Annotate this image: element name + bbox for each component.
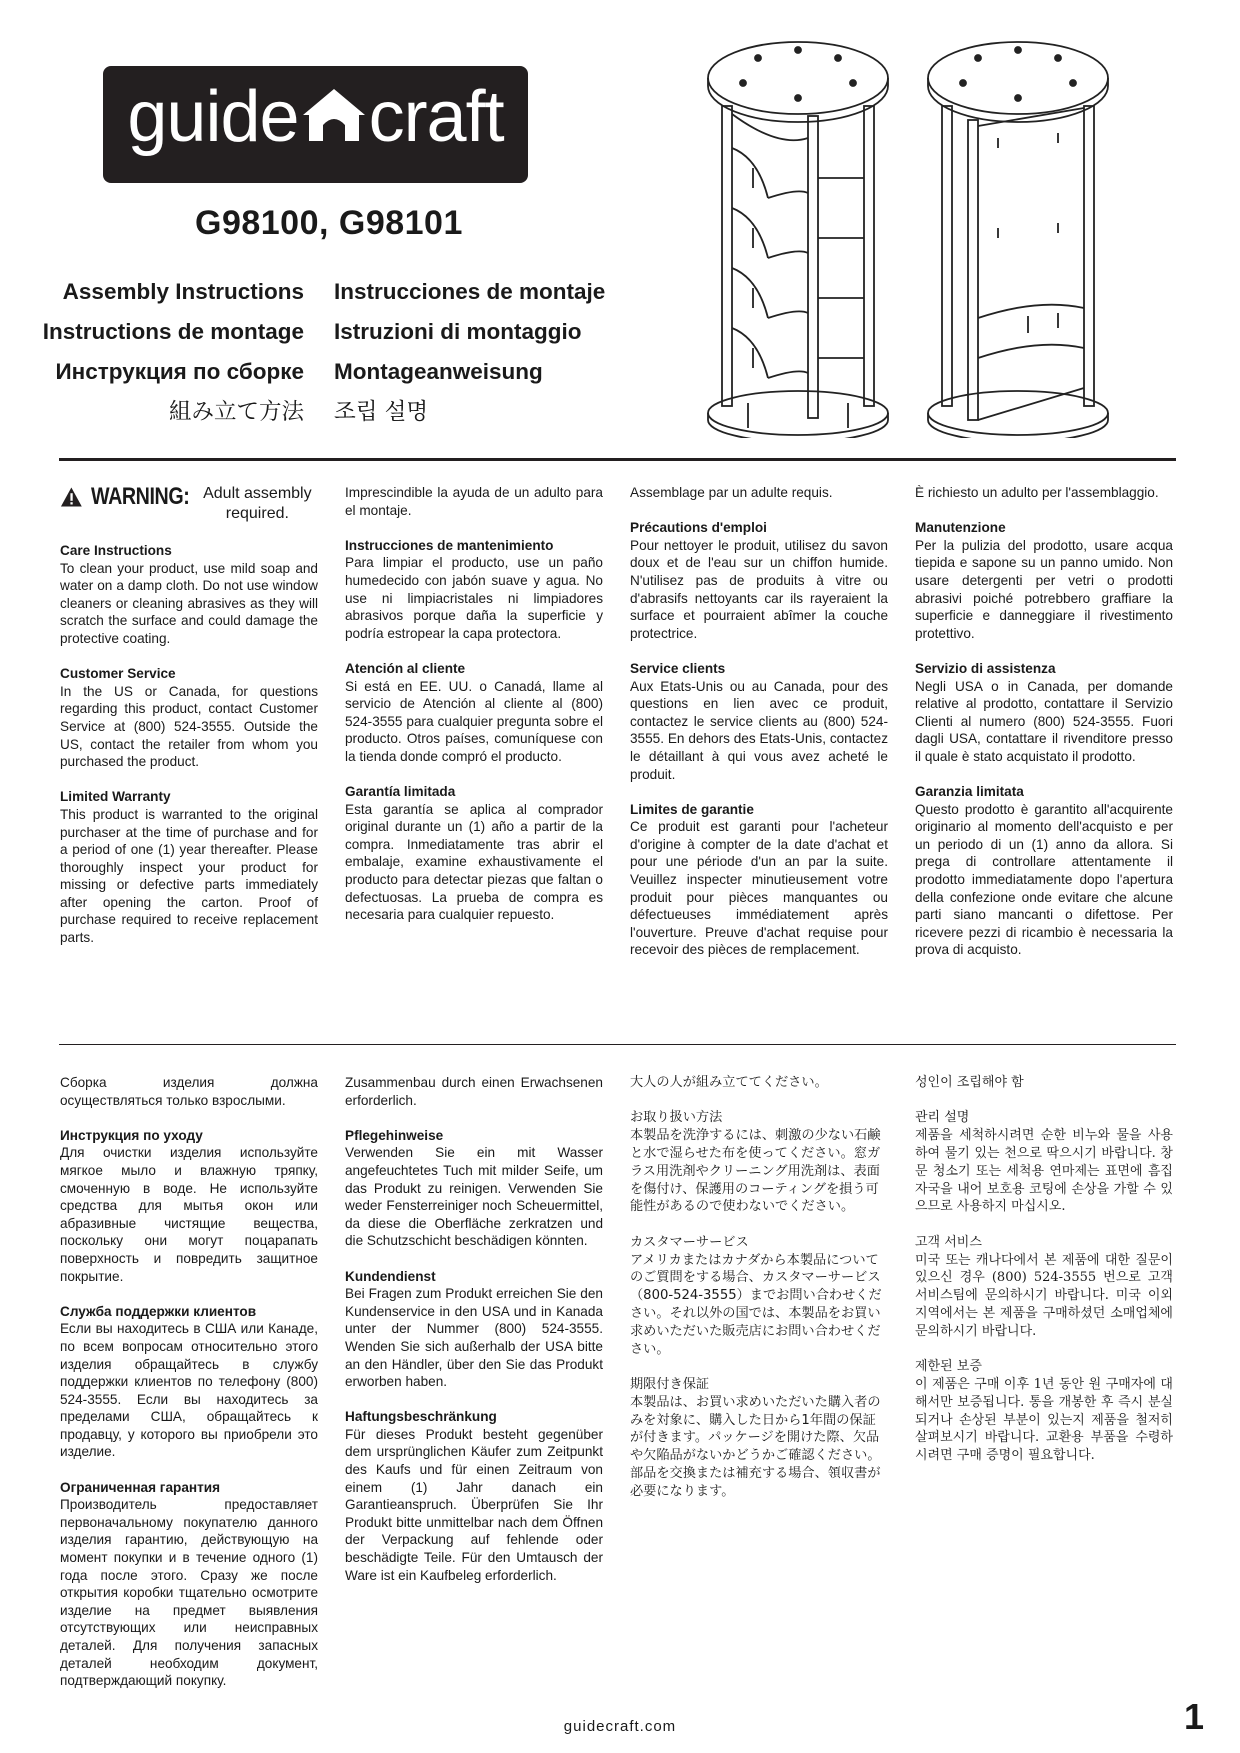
- cabinet-front-view: [708, 42, 888, 438]
- service-heading: Servizio di assistenza: [915, 660, 1056, 676]
- title-ko: 조립 설명: [334, 399, 429, 425]
- care-text: Per la pulizia del prodotto, usare acqua tiepida e sapone su un panno umido. Non usare detergenti per vetri o prodotti abrasivi poiché potrebbero graffiare la superficie e danneggiare il rivestimento protettivo.: [915, 537, 1173, 641]
- warranty-heading: Haftungsbeschränkung: [345, 1409, 497, 1425]
- cabinet-back-view: [928, 42, 1108, 438]
- care-heading: Care Instructions: [60, 543, 172, 558]
- care-text: To clean your product, use mild soap and water on a damp cloth. Do not use window cleaners or cleaning abrasives as they will scratch the surface and could damage the protective coating.: [60, 560, 318, 646]
- care-heading: 관리 설명: [915, 1110, 970, 1126]
- middle-divider: [59, 1044, 1176, 1045]
- title-en: Assembly Instructions: [62, 279, 304, 304]
- title-fr: Instructions de montage: [42, 319, 304, 344]
- service-heading: Служба поддержки клиентов: [60, 1303, 257, 1319]
- section-spanish: [345, 484, 603, 941]
- section-italian: [915, 484, 1173, 977]
- warranty-heading: Ограниченная гарантия: [60, 1479, 221, 1495]
- care-text: Para limpiar el producto, use un paño humedecido con jabón suave y agua. No use ni limpiacristales ni limpiadores abrasivos porque daña la superficie y podría estropear la capa protectora.: [345, 555, 603, 641]
- house-icon: [301, 85, 367, 145]
- warranty-heading: Limited Warranty: [60, 789, 171, 805]
- care-heading: Инструкция по уходу: [60, 1127, 203, 1143]
- warranty-text: Ce produit est garanti pour l'acheteur d'origine à compter de la date d'achat et pour une période d'un an par la suite. Veuillez inspecter minutieusement votre produit pour pièces manquantes ou défectueuses immédiatement après l'ouverture. Preuve d'achat requise pour recevoir des pièces de remplacement.: [630, 819, 888, 958]
- warranty-text: 이 제품은 구매 이후 1년 동안 원 구매자에 대해서만 보증됩니다. 통을 개봉한 후 즉시 분실되거나 손상된 부분이 있는지 제품을 철저히 살펴보시기 바랍니다. 교환용 부품을 수령하시려면 구매 증명이 필요합니다.: [915, 1376, 1173, 1464]
- warranty-heading: 제한된 보증: [915, 1359, 982, 1375]
- warranty-text: This product is warranted to the original purchaser at the time of purchase and for a period of one (1) year thereafter. Please thoroughly inspect your product for missing or defective parts immediately after opening the carton. Proof of purchase required to receive replacement parts.: [60, 806, 318, 946]
- logo-text-guide: guide: [127, 77, 299, 157]
- footer-url: guidecraft.com: [563, 1718, 677, 1735]
- top-divider: [59, 458, 1176, 461]
- titles-left-column: [43, 275, 304, 435]
- warranty-heading: Garanzia limitata: [915, 784, 1024, 800]
- section-japanese: [630, 1074, 888, 1518]
- section-german: [345, 1074, 603, 1602]
- care-text: Для очистки изделия используйте мягкое мыло и влажную тряпку, смоченную в воде. Не используйте средства для мытья окон или абразивные чистящие вещества, поскольку они могут поцарапать поверхность и повредить защитное покрытие.: [60, 1145, 318, 1284]
- warning-text: Assemblage par un adulte requis.: [630, 485, 833, 500]
- service-text: Если вы находитесь в США или Канаде, по всем вопросам относительно этого изделия обращайтесь в службу поддержки клиентов по телефону (800) 524-3555. Если вы находитесь за пределами США, обращайтесь к продавцу, у которого вы приобрели это изделие.: [60, 1321, 318, 1460]
- care-heading: Manutenzione: [915, 520, 1006, 536]
- title-ru: Инструкция по сборке: [55, 359, 304, 384]
- service-text: In the US or Canada, for questions regarding this product, contact Customer Service at (800) 524-3555. Outside the US, contact the retailer from whom you purchased the product.: [60, 683, 318, 770]
- service-heading: 고객 서비스: [915, 1234, 982, 1250]
- service-heading: カスタマーサービス: [630, 1234, 749, 1250]
- section-korean: [915, 1074, 1173, 1483]
- title-de: Montageanweisung: [334, 359, 543, 384]
- warranty-text: 本製品は、お買い求めいただいた購入者のみを対象に、購入した日から1年間の保証が付きます。パッケージを開けた際、欠品や欠陥品がないかどうかご確認ください。部品を交換または補充する場合、領収書が必要になります。: [630, 1394, 881, 1499]
- care-text: 제품을 세척하시려면 순한 비누와 물을 사용하여 물기 있는 천으로 딱으시기 바랍니다. 창문 청소기 또는 세척용 연마제는 표면에 흠집 자국을 내어 보호용 코팅에 손상을 가할 수 있으므로 사용하지 마십시오.: [915, 1128, 1173, 1215]
- warranty-heading: Limites de garantie: [630, 801, 754, 817]
- warranty-text: Questo prodotto è garantito all'acquirente originario al momento dell'acquisto e per un periodo di un (1) anno da allora. Si prega di controllare attentamente il prodotto immediatamente dopo l'apertura della confezione onde evitare che alcune parti siano mancanti o difettose. Per ricevere pezzi di ricambio è necessaria la prova di acquisto.: [915, 801, 1173, 958]
- section-russian: [60, 1074, 318, 1707]
- service-heading: Kundendienst: [345, 1268, 436, 1284]
- guidecraft-logo: [103, 66, 528, 183]
- warning-triangle-icon: [60, 486, 83, 508]
- service-heading: Atención al cliente: [345, 660, 466, 676]
- warranty-text: Производитель предоставляет первоначальному покупателю данного изделия гарантию, действующую на момент покупки и в течение одного (1) года после этого. Сразу же после открытия коробки тщательно осмотрите изделие на предмет выявления отсутствующих или неисправных деталей. Для получения запасных деталей необходим документ, подтверждающий покупку.: [60, 1497, 318, 1689]
- warning-text: Adult assembly required.: [203, 485, 312, 522]
- service-text: Si está en EE. UU. o Canadá, llame al servicio de Atención al cliente al (800) 524-3555 para cualquier pregunta sobre el producto. Otros países, comuníquese con la tienda donde compró el producto.: [345, 678, 603, 764]
- warning-text: Imprescindible la ayuda de un adulto para el montaje.: [345, 485, 603, 518]
- warranty-heading: 期限付き保証: [630, 1376, 710, 1392]
- service-text: 미국 또는 캐나다에서 본 제품에 대한 질문이 있으신 경우 (800) 524-3555 번으로 고객 서비스팀에 문의하시기 바랍니다. 미국 이외 지역에서는 본 제품을 구매하셨던 소매업체에 문의하시기 바랍니다.: [915, 1252, 1173, 1339]
- warning-label: WARNING:: [90, 483, 190, 510]
- title-ja: 組み立て方法: [168, 399, 304, 425]
- warning-text: 大人の人が組み立ててください。: [630, 1075, 828, 1090]
- warning-text: È richiesto un adulto per l'assemblaggio.: [915, 485, 1159, 500]
- product-illustration: [698, 28, 1218, 438]
- title-it: Istruzioni di montaggio: [334, 319, 582, 344]
- service-text: Aux Etats-Unis ou au Canada, pour des questions en lien avec ce produit, contactez le service clients au (800) 524-3555. En dehors des Etats-Unis, contactez le détaillant à qui vous avez acheté le produit.: [630, 678, 888, 782]
- section-english: [60, 484, 318, 964]
- warranty-text: Für dieses Produkt besteht gegenüber dem ursprünglichen Käufer zum Zeitpunkt des Kaufs und für einen Zeitraum von einem (1) Jahr danach ein Garantieanspruch. Überprüfen Sie Ihr Produkt bitte unmittelbar nach dem Öffnen der Verpackung auf fehlende oder beschädigte Teile. Für den Umtausch der Ware ist ein Kaufbeleg erforderlich.: [345, 1426, 603, 1583]
- warranty-heading: Garantía limitada: [345, 784, 456, 800]
- service-text: Bei Fragen zum Produkt erreichen Sie den Kundenservice in den USA und in Kanada unter der Nummer (800) 524-3555. Wenden Sie sich außerhalb der USA bitte an den Händler, über den Sie das Produkt erworben haben.: [345, 1286, 603, 1390]
- service-heading: Service clients: [630, 660, 726, 676]
- warning-text: 성인이 조립해야 함: [915, 1075, 1024, 1090]
- care-heading: Précautions d'emploi: [630, 520, 767, 536]
- model-numbers: G98100, G98101: [195, 204, 463, 242]
- service-text: Negli USA o in Canada, per domande relative al prodotto, contattare il Servizio Clienti al numero (800) 524-3555. Fuori dagli USA, contattare il rivenditore presso il quale è stato acquistato il prodotto.: [915, 678, 1173, 764]
- warranty-text: Esta garantía se aplica al comprador original durante un (1) año a partir de la compra. Inmediatamente tras abrir el embalaje, examine exhaustivamente el producto para detectar piezas que faltan o defectuosas. La prueba de compra es necesaria para cualquier repuesto.: [345, 801, 603, 923]
- care-heading: Pflegehinweise: [345, 1127, 444, 1143]
- service-heading: Customer Service: [60, 666, 176, 682]
- care-heading: Instrucciones de mantenimiento: [345, 537, 554, 553]
- titles-right-column: [334, 275, 605, 435]
- warning-block: [60, 484, 318, 524]
- service-text: アメリカまたはカナダから本製品についてのご質問をする場合、カスタマーサービス（800-524-3555）までお問い合わせください。それ以外の国では、本製品をお買い求めいただいた販売店にお問い合わせください。: [630, 1252, 882, 1357]
- title-es: Instrucciones de montaje: [334, 279, 606, 304]
- care-text: Pour nettoyer le produit, utilisez du savon doux et de l'eau sur un chiffon humide. N'utilisez pas de produits à vitre ou d'abrasifs nettoyants car ils rayeraient la surface et pourraient abîmer la couche protectrice.: [630, 537, 888, 641]
- care-heading: お取り扱い方法: [630, 1110, 723, 1126]
- page-number: 1: [1183, 1696, 1204, 1737]
- warning-text: Zusammenbau durch einen Erwachsenen erforderlich.: [345, 1075, 603, 1108]
- logo-text-craft: craft: [368, 77, 504, 157]
- care-text: Verwenden Sie ein mit Wasser angefeuchtetes Tuch mit milder Seife, um das Produkt zu reinigen. Verwenden Sie weder Fensterreiniger noch Scheuermittel, da diese die Oberfläche zerkratzen und die Schutzschicht beschädigen könnten.: [345, 1145, 603, 1249]
- care-text: 本製品を洗浄するには、刺激の少ない石鹸と水で湿らせた布を使ってください。窓ガラス用洗剤やクリーニング用洗剤は、表面を傷付け、保護用のコーティングを損う可能性があるので使わないでください。: [630, 1128, 881, 1215]
- section-french: [630, 484, 888, 977]
- warning-text: Сборка изделия должна осуществляться только взрослыми.: [60, 1075, 318, 1108]
